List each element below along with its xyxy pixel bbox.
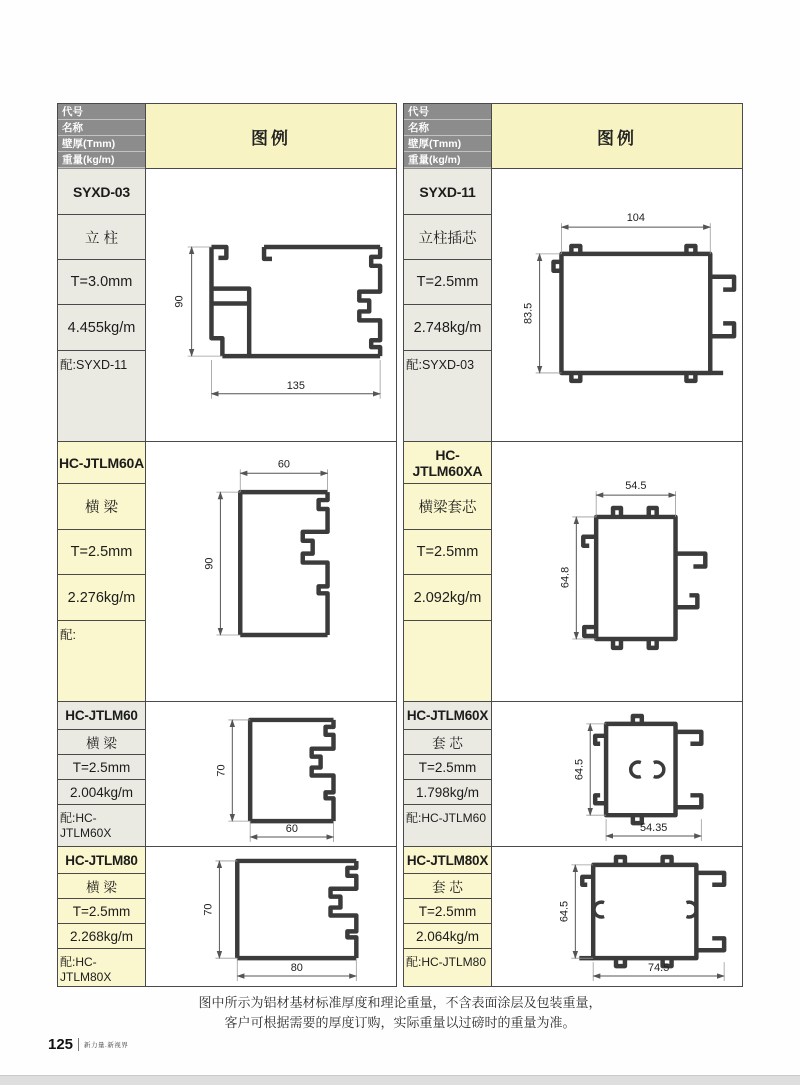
profile-outline: [554, 246, 735, 381]
profile-block-hc-jtlm80x: [404, 846, 742, 986]
header-row-weight: 重量(kg/m): [404, 152, 491, 168]
footer-note-line1: 图中所示为铝材基材标准厚度和理论重量，不含表面涂层及包装重量，: [198, 995, 602, 1010]
legend-header: 图例: [146, 104, 396, 168]
profile-pairing: 配:SYXD-11: [58, 351, 145, 441]
cross-section-diagram: [492, 702, 742, 846]
dim-label-width: 80: [290, 962, 303, 975]
dim-label-height: 70: [215, 764, 228, 777]
profile-table-left: [57, 103, 397, 987]
header-row-code: 代号: [58, 104, 145, 120]
dim-label-height: 90: [173, 295, 186, 308]
profile-drawing-hc-jtlm80: [146, 847, 396, 986]
profile-thickness: T=2.5mm: [404, 260, 491, 305]
cross-section-diagram: [146, 169, 396, 441]
profile-outline: [250, 720, 333, 821]
profile-weight: 2.004kg/m: [58, 780, 145, 805]
label-column: [58, 442, 146, 701]
profile-drawing-hc-jtlm60: [146, 702, 396, 846]
header-row-name: 名称: [404, 120, 491, 136]
footer-divider: [78, 1038, 79, 1051]
profile-outline: [211, 247, 380, 356]
table-header: [404, 104, 742, 168]
profile-name: 套 芯: [404, 730, 491, 755]
profile-name: 横 梁: [58, 874, 145, 899]
profile-drawing-syxd-11: [492, 169, 742, 441]
page-bottom-edge: [0, 1075, 800, 1085]
profile-outline: [595, 716, 701, 823]
profile-code: HC-JTLM80: [58, 847, 145, 874]
label-column: [404, 847, 492, 986]
profile-block-syxd-11: [404, 168, 742, 441]
profile-block-syxd-03: [58, 168, 396, 441]
profile-thickness: T=2.5mm: [404, 899, 491, 924]
profile-outline: [583, 508, 705, 648]
header-row-thickness: 壁厚(Tmm): [58, 136, 145, 152]
label-column: [58, 169, 146, 441]
dimension-annotations: [174, 247, 380, 399]
header-row-name: 名称: [58, 120, 145, 136]
profile-weight: 4.455kg/m: [58, 305, 145, 351]
profile-drawing-hc-jtlm60a: [146, 442, 396, 701]
label-column: [58, 702, 146, 846]
profile-code: HC-JTLM60A: [58, 442, 145, 484]
profile-name: 横 梁: [58, 730, 145, 755]
dim-label-height: 64.5: [558, 900, 571, 923]
profile-pairing: 配:HC-JTLM80: [404, 949, 491, 986]
dim-label-height: 64.5: [573, 758, 586, 781]
profile-pairing: [404, 621, 491, 701]
dim-label-width: 74.5: [648, 962, 670, 975]
profile-code: HC-JTLM60X: [404, 702, 491, 730]
profile-name: 立柱插芯: [404, 215, 491, 260]
profile-name: 立 柱: [58, 215, 145, 260]
profile-thickness: T=2.5mm: [404, 755, 491, 780]
label-column: [404, 702, 492, 846]
profile-drawing-hc-jtlm60x: [492, 702, 742, 846]
profile-drawing-syxd-03: [146, 169, 396, 441]
profile-weight: 2.268kg/m: [58, 924, 145, 949]
profile-drawing-hc-jtlm60xa: [492, 442, 742, 701]
label-column: [404, 442, 492, 701]
profile-pairing: 配:HC-JTLM60: [404, 805, 491, 846]
dimension-annotations: [559, 480, 675, 639]
dim-label-width: 54.5: [625, 480, 647, 493]
cross-section-diagram: [492, 847, 742, 986]
table-header: [58, 104, 396, 168]
profile-weight: 2.748kg/m: [404, 305, 491, 351]
profile-pairing: 配:HC-JTLM80X: [58, 949, 145, 986]
cross-section-diagram: [492, 442, 742, 701]
dim-label-height: 90: [203, 557, 216, 570]
profile-code: HC-JTLM60XA: [404, 442, 491, 484]
label-column: [404, 169, 492, 441]
dim-label-width: 60: [277, 458, 290, 471]
profile-outline: [240, 492, 327, 635]
profile-block-hc-jtlm60a: [58, 441, 396, 701]
legend-header: 图例: [492, 104, 742, 168]
profile-thickness: T=2.5mm: [58, 530, 145, 575]
page-number: 125: [48, 1036, 74, 1053]
dimension-annotations: [202, 861, 356, 981]
header-label-column: [58, 104, 146, 168]
profile-weight: 2.092kg/m: [404, 575, 491, 621]
header-label-column: [404, 104, 492, 168]
dim-label-width: 60: [285, 823, 298, 836]
profile-table-right: [403, 103, 743, 987]
dimension-annotations: [523, 212, 711, 373]
dim-label-width: 54.35: [640, 822, 668, 835]
profile-pairing: 配:: [58, 621, 145, 701]
dim-label-height: 64.8: [559, 566, 572, 589]
header-row-thickness: 壁厚(Tmm): [404, 136, 491, 152]
profile-thickness: T=2.5mm: [58, 899, 145, 924]
footer-note: [0, 993, 800, 1033]
dim-label-height: 70: [202, 903, 215, 916]
profile-thickness: T=3.0mm: [58, 260, 145, 305]
profile-weight: 2.064kg/m: [404, 924, 491, 949]
footer-note-line2: 客户可根据需要的厚度订购，实际重量以过磅时的重量为准。: [224, 1015, 576, 1031]
profile-name: 套 芯: [404, 874, 491, 899]
page-footer: [48, 1036, 128, 1053]
cross-section-diagram: [492, 169, 742, 441]
profile-block-hc-jtlm80: [58, 846, 396, 986]
dim-label-width: 135: [286, 379, 305, 392]
profile-block-hc-jtlm60x: [404, 701, 742, 846]
profile-code: HC-JTLM60: [58, 702, 145, 730]
footer-slogan: 新力量.新视界: [84, 1042, 129, 1049]
dimension-annotations: [203, 458, 327, 635]
profile-code: SYXD-03: [58, 169, 145, 215]
cross-section-diagram: [146, 702, 396, 846]
profile-drawing-hc-jtlm80x: [492, 847, 742, 986]
profile-code: HC-JTLM80X: [404, 847, 491, 874]
header-row-code: 代号: [404, 104, 491, 120]
profile-pairing: 配:HC-JTLM60X: [58, 805, 145, 846]
dimension-annotations: [215, 720, 333, 842]
profile-tables: [57, 103, 743, 987]
profile-weight: 2.276kg/m: [58, 575, 145, 621]
profile-code: SYXD-11: [404, 169, 491, 215]
dim-label-height: 83.5: [522, 302, 535, 325]
profile-weight: 1.798kg/m: [404, 780, 491, 805]
profile-outline: [579, 857, 724, 966]
label-column: [58, 847, 146, 986]
profile-pairing: 配:SYXD-03: [404, 351, 491, 441]
profile-name: 横梁套芯: [404, 484, 491, 530]
profile-thickness: T=2.5mm: [404, 530, 491, 575]
cross-section-diagram: [146, 442, 396, 701]
profile-name: 横 梁: [58, 484, 145, 530]
header-row-weight: 重量(kg/m): [58, 152, 145, 168]
profile-thickness: T=2.5mm: [58, 755, 145, 780]
cross-section-diagram: [146, 847, 396, 986]
dim-label-width: 104: [626, 212, 645, 225]
profile-block-hc-jtlm60xa: [404, 441, 742, 701]
profile-outline: [237, 861, 356, 958]
profile-block-hc-jtlm60: [58, 701, 396, 846]
